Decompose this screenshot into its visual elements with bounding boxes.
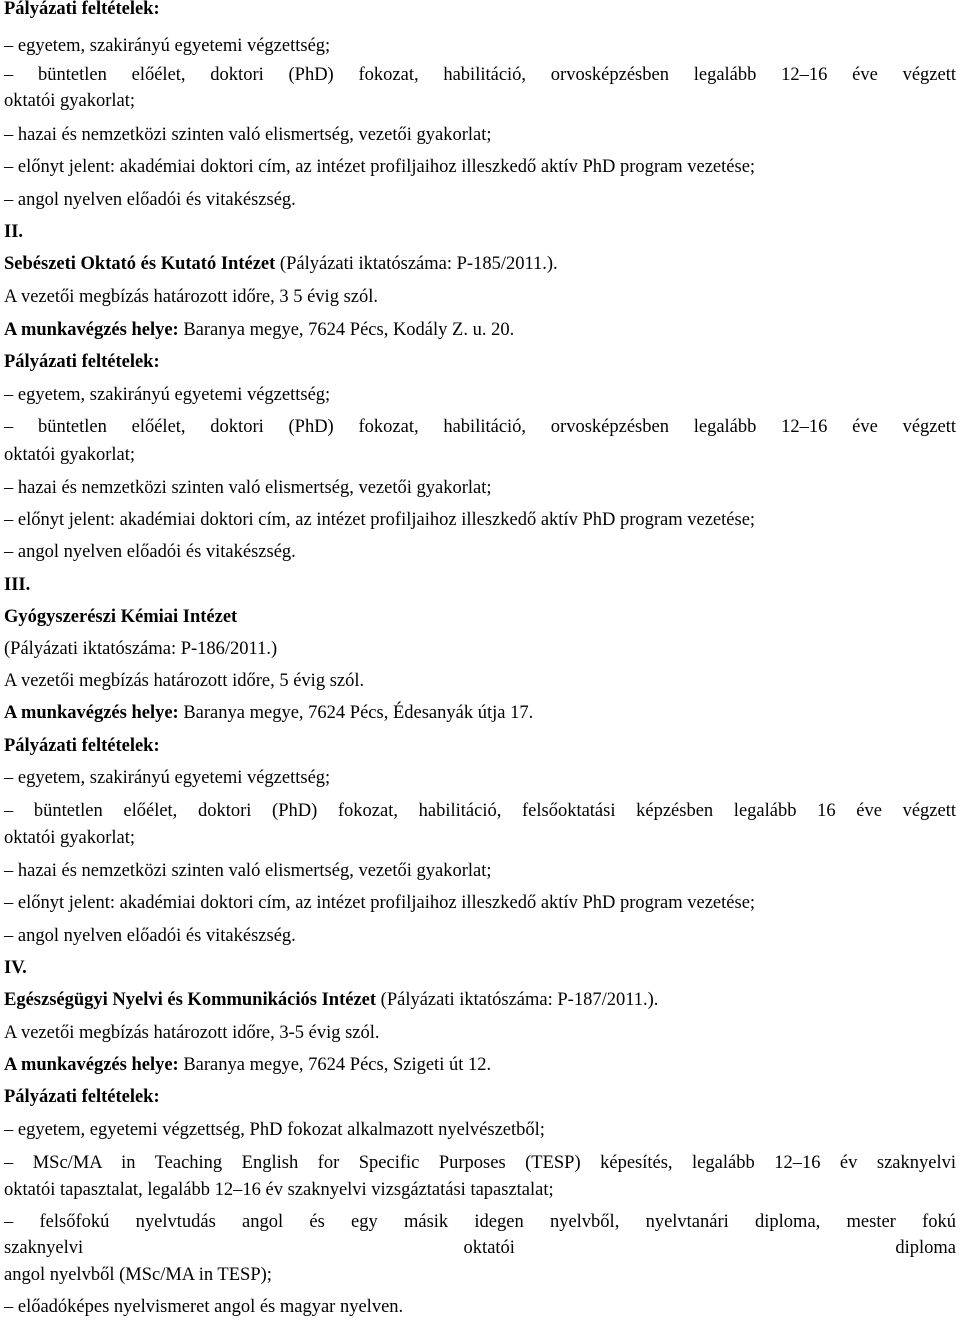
condition-item: – egyetem, szakirányú egyetemi végzettség; bbox=[4, 768, 331, 788]
reference-number: (Pályázati iktatószáma: P-185/2011.). bbox=[279, 254, 558, 274]
workplace-address: Baranya megye, 7624 Pécs, Szigeti út 12. bbox=[183, 1055, 492, 1075]
section-numeral: IV. bbox=[4, 958, 27, 978]
condition-item: – előadóképes nyelvismeret angol és magyar nyelven. bbox=[4, 1297, 404, 1317]
mandate-line: A vezetői megbízás határozott időre, 3 5 évig szól. bbox=[4, 287, 378, 307]
institute-line bbox=[4, 991, 956, 1010]
condition-item-continuation: oktatói gyakorlat; bbox=[4, 828, 136, 848]
condition-item-continuation: oktatói gyakorlat; bbox=[4, 91, 136, 111]
condition-item: – egyetem, szakirányú egyetemi végzettség; bbox=[4, 36, 331, 56]
conditions-heading: Pályázati feltételek: bbox=[4, 736, 160, 756]
condition-item: – egyetem, szakirányú egyetemi végzettség; bbox=[4, 385, 331, 405]
conditions-heading: Pályázati feltételek: bbox=[4, 0, 160, 19]
condition-item-continuation: szaknyelvi oktatói diploma bbox=[4, 1238, 956, 1258]
condition-item: – angol nyelven előadói és vitakészség. bbox=[4, 926, 296, 946]
condition-item: – hazai és nemzetközi szinten való elismertség, vezetői gyakorlat; bbox=[4, 861, 492, 881]
institute-name: Gyógyszerészi Kémiai Intézet bbox=[4, 607, 238, 627]
condition-item: – büntetlen előélet, doktori (PhD) fokozat, habilitáció, felsőoktatási képzésben legalább 16 éve végzett bbox=[4, 801, 956, 821]
condition-item: – büntetlen előélet, doktori (PhD) fokozat, habilitáció, orvosképzésben legalább 12–16 éve végzett bbox=[4, 65, 956, 85]
condition-item: – előnyt jelent: akadémiai doktori cím, az intézet profiljaihoz illeszkedő aktív PhD program vezetése; bbox=[4, 510, 756, 530]
workplace-line bbox=[4, 1056, 956, 1075]
condition-item: – felsőfokú nyelvtudás angol és egy másik idegen nyelvből, nyelvtanári diploma, mester fokú bbox=[4, 1212, 956, 1232]
section-numeral: III. bbox=[4, 575, 31, 595]
conditions-heading: Pályázati feltételek: bbox=[4, 1087, 160, 1107]
reference-number: (Pályázati iktatószáma: P-187/2011.). bbox=[380, 990, 659, 1010]
mandate-line: A vezetői megbízás határozott időre, 5 évig szól. bbox=[4, 671, 365, 691]
condition-item: – hazai és nemzetközi szinten való elismertség, vezetői gyakorlat; bbox=[4, 125, 492, 145]
condition-item-continuation: oktatói tapasztalat, legalább 12–16 év szaknyelvi vizsgáztatási tapasztalat; bbox=[4, 1180, 554, 1200]
workplace-line bbox=[4, 321, 956, 340]
condition-item-continuation: angol nyelvből (MSc/MA in TESP); bbox=[4, 1265, 272, 1285]
institute-line bbox=[4, 255, 956, 274]
reference-number: (Pályázati iktatószáma: P-186/2011.) bbox=[4, 639, 278, 659]
workplace-label: A munkavégzés helye: bbox=[4, 703, 179, 723]
condition-item: – egyetem, egyetemi végzettség, PhD fokozat alkalmazott nyelvészetből; bbox=[4, 1120, 545, 1140]
institute-name: Sebészeti Oktató és Kutató Intézet bbox=[4, 254, 276, 274]
condition-item: – MSc/MA in Teaching English for Specific Purposes (TESP) képesítés, legalább 12–16 év szaknyelvi bbox=[4, 1153, 956, 1173]
condition-item-continuation: oktatói gyakorlat; bbox=[4, 445, 136, 465]
condition-item: – hazai és nemzetközi szinten való elismertség, vezetői gyakorlat; bbox=[4, 478, 492, 498]
condition-item: – előnyt jelent: akadémiai doktori cím, az intézet profiljaihoz illeszkedő aktív PhD program vezetése; bbox=[4, 893, 756, 913]
institute-name: Egészségügyi Nyelvi és Kommunikációs Intézet bbox=[4, 990, 377, 1010]
mandate-line: A vezetői megbízás határozott időre, 3-5 évig szól. bbox=[4, 1023, 380, 1043]
workplace-address: Baranya megye, 7624 Pécs, Kodály Z. u. 20. bbox=[183, 320, 515, 340]
condition-item: – angol nyelven előadói és vitakészség. bbox=[4, 542, 296, 562]
workplace-label: A munkavégzés helye: bbox=[4, 1055, 179, 1075]
condition-item: – előnyt jelent: akadémiai doktori cím, az intézet profiljaihoz illeszkedő aktív PhD program vezetése; bbox=[4, 157, 756, 177]
section-numeral: II. bbox=[4, 222, 24, 242]
workplace-address: Baranya megye, 7624 Pécs, Édesanyák útja 17. bbox=[183, 703, 534, 723]
workplace-line bbox=[4, 704, 956, 723]
workplace-label: A munkavégzés helye: bbox=[4, 320, 179, 340]
condition-item: – angol nyelven előadói és vitakészség. bbox=[4, 190, 296, 210]
condition-item: – büntetlen előélet, doktori (PhD) fokozat, habilitáció, orvosképzésben legalább 12–16 éve végzett bbox=[4, 417, 956, 437]
conditions-heading: Pályázati feltételek: bbox=[4, 352, 160, 372]
